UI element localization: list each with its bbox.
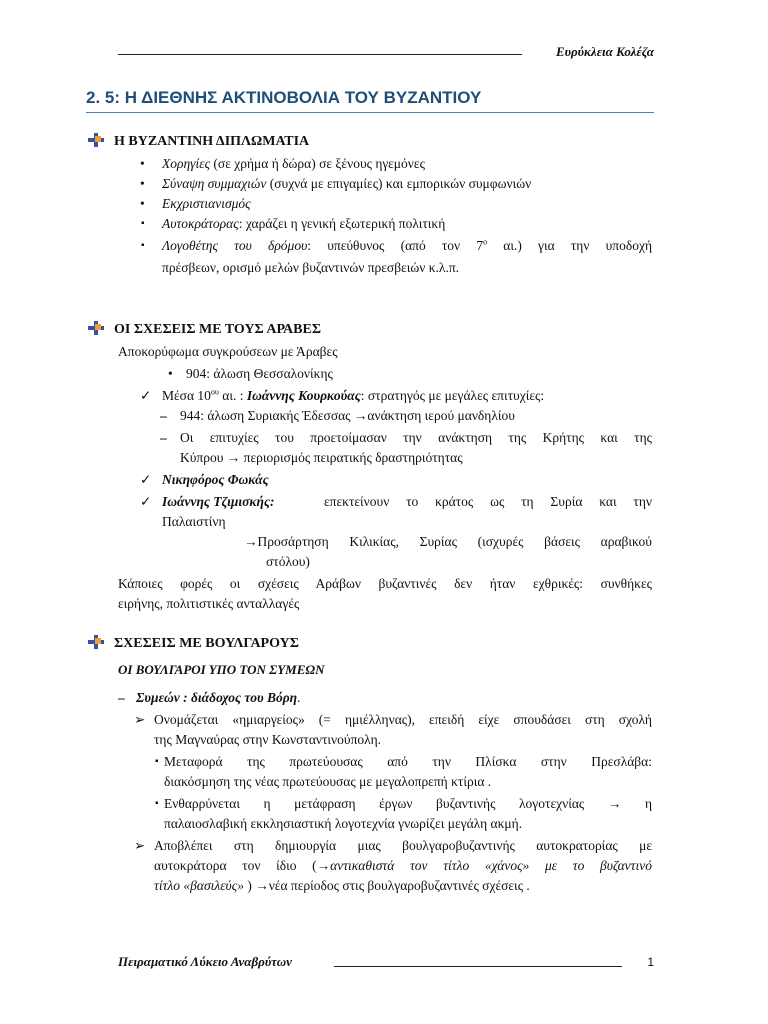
square-bullet-icon: ▪ [141,218,145,229]
check-icon: ✓ [140,472,152,487]
square-bullet-icon: ▪ [155,756,159,767]
list-item: Αποβλέπει στη δημιουργία μιας βουλγαροβυζαντινής αυτοκρατορίας με [154,838,652,853]
list-item: Λογοθέτης του δρόμου: υπεύθυνος (από τον $7^o$ αι.) για την υποδοχή [162,237,653,253]
heading-text: Η ΒΥΖΑΝΤΙΝΗ ΔΙΠΛΩΜΑΤΙΑ [114,134,310,149]
pen-icon [88,133,104,147]
pen-icon [88,321,104,335]
square-bullet-icon: ▪ [141,240,145,251]
arrow-icon: → [226,450,241,465]
page-header [118,40,654,60]
list-item-text: επεκτείνουν το κράτος ως τη Συρία και την [324,494,652,509]
list-item: Μεταφορά της πρωτεύουσας από την Πλίσκα στην Πρεσλάβα: [164,754,652,769]
dash-icon: – [118,690,125,705]
arrow-icon: → [244,534,258,549]
list-item-continued: Παλαιστίνη [162,514,226,529]
list-item: Ενθαρρύνεται η μετάφραση έργων βυζαντινής λογοτεχνίας → η [164,796,653,811]
list-item: Εκχριστιανισμός [162,196,251,211]
list-item-continued: παλαιοσλαβική εκκλησιαστική λογοτεχνία γνωρίζει μεγάλη ακμή. [164,816,523,831]
footer-school: Πειραματικό Λύκειο Αναβρύτων [118,954,292,969]
heading-arabs [88,320,321,340]
list-item-continued: αυτοκράτορα τον ίδιο (→αντικαθιστά τον τίτλο «χάνος» με το βυζαντινό [154,858,652,873]
triangle-bullet-icon: ➢ [134,838,146,853]
list-item: Συμεών : διάδοχος του Βόρη. [136,690,301,705]
dash-icon: – [160,430,167,445]
list-item-continued: πρέσβεων, ορισμό μελών βυζαντινών πρεσβειών κ.λ.π. [162,260,460,275]
heading-diplomacy [88,132,309,152]
list-item: Μέσα $10^{o\upsilon}$ αι. : Ιωάννης Κουρκούας: στρατηγός με μεγάλες επιτυχίες: [162,387,545,403]
arrow-icon: → [353,408,368,423]
list-item-continued: τίτλο «βασιλεύς» ) →νέα περίοδος στις βουλγαροβυζαντινές σχέσεις . [154,878,530,893]
list-item: Νικηφόρος Φωκάς [162,472,269,487]
square-bullet-icon: ▪ [155,798,159,809]
subheading: ΟΙ ΒΟΥΛΓΑΡΟΙ ΥΠΟ ΤΟΝ ΣΥΜΕΩΝ [118,662,325,677]
list-item: 904: άλωση Θεσσαλονίκης [186,366,333,381]
heading-text: ΟΙ ΣΧΕΣΕΙΣ ΜΕ ΤΟΥΣ ΑΡΑΒΕΣ [114,322,321,337]
heading-text: ΣΧΕΣΕΙΣ ΜΕ ΒΟΥΛΓΑΡΟΥΣ [114,636,299,651]
header-author: Ευρύκλεια Κολέζα [555,44,654,59]
list-item-continued: →Προσάρτηση Κιλικίας, Συρίας (ισχυρές βάσεις αραβικού [244,534,652,549]
list-item-continued: Κύπρου → περιορισμός πειρατικής δραστηριότητας [180,450,463,465]
page-number: 1 [647,955,654,969]
paragraph: ειρήνης, πολιτιστικές ανταλλαγές [118,596,300,611]
list-item: Ιωάννης Τζιμισκής: [162,494,275,509]
bullet-icon: • [168,366,173,381]
heading-bulgarians [88,634,299,654]
list-item-continued: της Μαγναύρας στην Κωνσταντινούπολη. [154,732,382,747]
bullet-icon: • [140,196,145,211]
triangle-bullet-icon: ➢ [134,712,146,727]
footer-rule [334,966,622,967]
bullet-icon: • [140,176,145,191]
header-rule [118,54,522,55]
paragraph: Κάποιες φορές οι σχέσεις Αράβων βυζαντινές δεν ήταν εχθρικές: συνθήκες [118,576,652,591]
list-item-continued: διακόσμηση της νέας πρωτεύουσας με μεγαλοπρεπή κτίρια . [164,774,492,789]
list-item: Σύναψη συμμαχιών (συχνά με επιγαμίες) και εμπορικών συμφωνιών [162,176,532,191]
list-item: Ονομάζεται «ημιαργείος» (= ημιέλληνας), επειδή είχε σπουδάσει στη σχολή [154,712,652,727]
list-item: 944: άλωση Συριακής Έδεσσας →ανάκτηση ιερού μανδηλίου [180,408,515,423]
pen-icon [88,635,104,649]
section-title: 2. 5: Η ΔΙΕΘΝΗΣ ΑΚΤΙΝΟΒΟΛΙΑ ΤΟΥ ΒΥΖΑΝΤΙΟΥ [86,86,654,113]
dash-icon: – [160,408,167,423]
check-icon: ✓ [140,388,152,403]
page-footer [118,952,654,972]
arrow-icon: → [607,796,622,811]
arrow-icon: → [255,878,269,893]
intro-text: Αποκορύφωμα συγκρούσεων με Άραβες [118,344,338,359]
arrow-icon: → [316,858,331,873]
check-icon: ✓ [140,494,152,509]
list-item-continued: στόλου) [266,554,310,569]
list-item: Οι επιτυχίες του προετοίμασαν την ανάκτηση της Κρήτης και της [180,430,652,445]
list-item: Χορηγίες (σε χρήμα ή δώρα) σε ξένους ηγεμόνες [162,156,425,171]
bullet-icon: • [140,156,145,171]
list-item: Αυτοκράτορας: χαράζει η γενική εξωτερική πολιτική [162,216,446,231]
